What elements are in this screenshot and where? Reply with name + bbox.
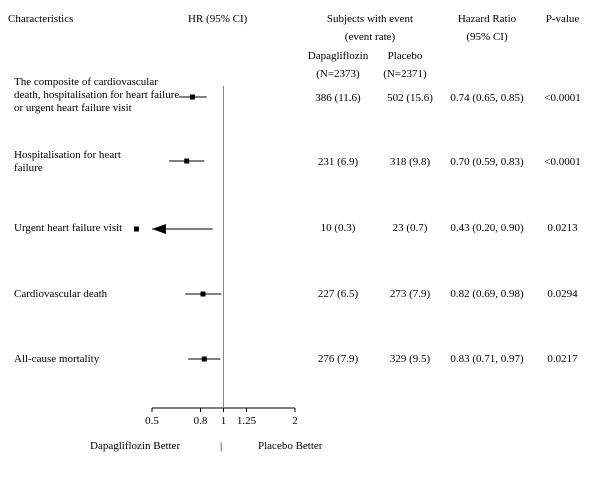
row-hr-text: 0.82 (0.69, 0.98) <box>450 288 524 300</box>
row-pvalue: 0.0294 <box>547 288 578 300</box>
row-placebo-value: 273 (7.9) <box>389 288 431 300</box>
row-label-hospitalisation: Hospitalisation for heart failure <box>14 149 121 174</box>
header-placebo-n: (N=2371) <box>383 68 427 80</box>
row-label-urgent-visit: Urgent heart failure visit <box>14 222 123 234</box>
row-pvalue: <0.0001 <box>544 92 581 104</box>
hr-point <box>134 227 139 232</box>
row-dapa-value: 227 (6.5) <box>317 288 359 300</box>
header-characteristics: Characteristics <box>8 13 74 25</box>
row-dapa-value: 386 (11.6) <box>315 92 361 104</box>
header-hazard-ci: (95% CI) <box>466 31 508 43</box>
hr-point <box>202 357 207 362</box>
header-event-rate: (event rate) <box>344 31 396 43</box>
row-hr-text: 0.83 (0.71, 0.97) <box>450 353 524 365</box>
row-hr-text: 0.43 (0.20, 0.90) <box>450 222 524 234</box>
row-pvalue: 0.0217 <box>547 353 578 365</box>
favors-dapagliflozin-label: Dapagliflozin Better <box>90 440 181 452</box>
ci-truncation-arrow <box>152 224 166 234</box>
row-label-composite: The composite of cardiovascular death, hospitalisation for heart failure or urgent heart failure visit <box>14 76 180 114</box>
x-tick-label: 0.8 <box>193 415 208 427</box>
row-placebo-value: 318 (9.8) <box>389 156 431 168</box>
row-placebo-value: 502 (15.6) <box>387 92 433 104</box>
row-dapa-value: 10 (0.3) <box>320 222 356 234</box>
header-placebo: Placebo <box>387 50 423 62</box>
hr-point <box>201 292 206 297</box>
header-pvalue: P-value <box>545 13 580 25</box>
row-placebo-value: 23 (0.7) <box>392 222 428 234</box>
header-subjects-title: Subjects with event <box>326 13 414 25</box>
row-placebo-value: 329 (9.5) <box>389 353 431 365</box>
row-label-all-cause: All-cause mortality <box>14 353 100 365</box>
row-dapa-value: 231 (6.9) <box>317 156 359 168</box>
x-tick-label: 1.25 <box>236 415 257 427</box>
row-hr-text: 0.74 (0.65, 0.85) <box>450 92 524 104</box>
favors-divider: | <box>220 440 223 452</box>
favors-placebo-label: Placebo Better <box>258 440 323 452</box>
row-hr-text: 0.70 (0.59, 0.83) <box>450 156 524 168</box>
header-dapagliflozin-n: (N=2373) <box>316 68 360 80</box>
row-pvalue: 0.0213 <box>547 222 578 234</box>
header-hr-ci: HR (95% CI) <box>188 13 248 25</box>
hr-point <box>184 159 189 164</box>
x-tick-label: 1 <box>220 415 227 427</box>
row-label-cv-death: Cardiovascular death <box>14 288 108 300</box>
hr-point <box>190 95 195 100</box>
row-dapa-value: 276 (7.9) <box>317 353 359 365</box>
header-hazard-ratio: Hazard Ratio <box>457 13 517 25</box>
header-dapagliflozin: Dapagliflozin <box>307 50 369 62</box>
x-tick-label: 2 <box>292 415 298 427</box>
row-pvalue: <0.0001 <box>544 156 581 168</box>
x-tick-label: 0.5 <box>145 415 159 427</box>
